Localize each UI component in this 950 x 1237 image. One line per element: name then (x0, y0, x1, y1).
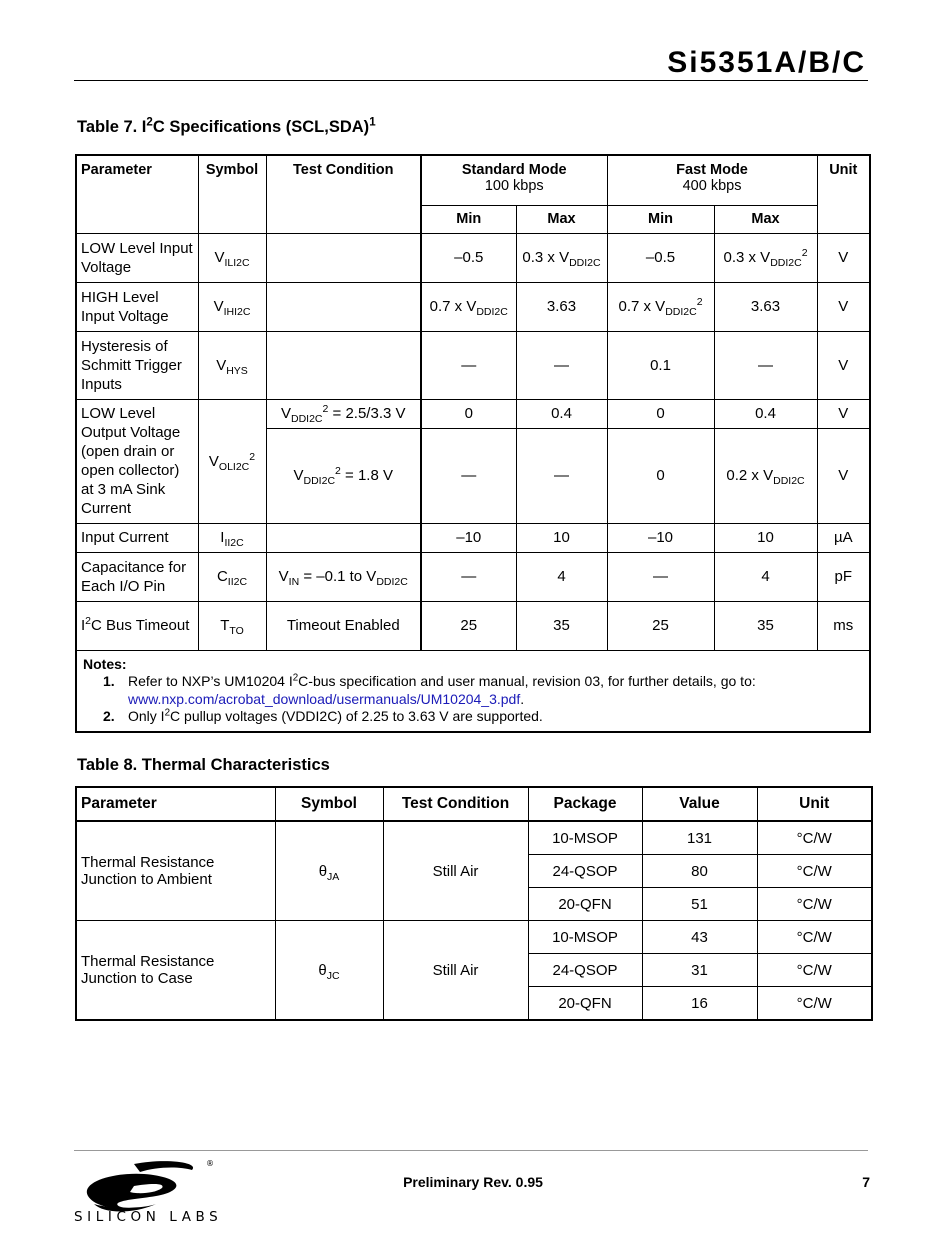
param-cell: Thermal Resistance Junction to Case (76, 921, 275, 1021)
package-cell: 10-MSOP (528, 821, 642, 855)
value-cell: 3.63 (714, 282, 817, 331)
table-row (76, 552, 870, 601)
param-cell: HIGH Level Input Voltage (76, 282, 198, 331)
value-cell: 35 (714, 601, 817, 650)
note-2: 2. Only $I^2C$ pullup voltages (VDDI2C) of 2.25 to 3.63 V are supported. (103, 707, 543, 724)
value-cell: 0 (607, 399, 714, 428)
value-cell: 0 (421, 399, 516, 428)
revision-label: Preliminary Rev. 0.95 (403, 1174, 543, 1190)
param-cell: $I^2C$ Bus Timeout (76, 601, 198, 650)
header-divider (74, 80, 868, 81)
package-cell: 10-MSOP (528, 921, 642, 954)
value-cell: — (421, 428, 516, 523)
thermal-characteristics-table (75, 786, 873, 1021)
value-cell: 4 (714, 552, 817, 601)
value-cell: 0.1 (607, 331, 714, 399)
table-row (76, 399, 870, 428)
value-cell: 10 (714, 523, 817, 552)
unit-cell: pF (817, 552, 870, 601)
condition-cell: Still Air (383, 921, 528, 1021)
value-cell: 31 (642, 954, 757, 987)
footer-divider (74, 1150, 868, 1151)
value-cell: 80 (642, 855, 757, 888)
value-cell: — (421, 331, 516, 399)
value-cell: 25 (421, 601, 516, 650)
col-header-unit: Unit (817, 155, 870, 233)
col-header-fast-min: Min (607, 205, 714, 233)
unit-cell: °C/W (757, 921, 872, 954)
value-cell: 43 (642, 921, 757, 954)
value-cell: — (607, 552, 714, 601)
col-header-symbol: Symbol (198, 155, 266, 233)
value-cell: –10 (607, 523, 714, 552)
col-header-test-condition: Test Condition (266, 155, 421, 233)
condition-cell: Timeout Enabled (266, 601, 421, 650)
param-cell: Thermal Resistance Junction to Ambient (76, 821, 275, 921)
nxp-spec-link[interactable]: www.nxp.com/acrobat_download/usermanuals/UM10204_3.pdf (128, 690, 521, 707)
unit-cell: °C/W (757, 821, 872, 855)
param-cell: Input Current (76, 523, 198, 552)
col-header-value: Value (642, 787, 757, 821)
logo-wordmark: SILICON LABS (74, 1209, 223, 1225)
table-row (76, 523, 870, 552)
unit-cell: °C/W (757, 987, 872, 1021)
col-header-parameter: Parameter (76, 155, 198, 233)
value-cell: 0.4 (516, 399, 607, 428)
condition-cell: $V_{DDI2C}^2 = 2.5/3.3$ V (266, 399, 421, 428)
unit-cell: °C/W (757, 954, 872, 987)
value-cell: 4 (516, 552, 607, 601)
value-cell: — (516, 428, 607, 523)
unit-cell: V (817, 428, 870, 523)
package-cell: 24-QSOP (528, 954, 642, 987)
symbol-cell: $\theta_{JA}$ (275, 821, 383, 921)
condition-cell (266, 331, 421, 399)
param-cell: LOW Level Input Voltage (76, 233, 198, 282)
table8-caption: Table 8. Thermal Characteristics (77, 756, 330, 774)
col-header-std-max: Max (516, 205, 607, 233)
col-header-fast-mode: Fast Mode 400 kbps (607, 155, 817, 205)
symbol-cell: $V_{OLI2C}^2$ (198, 399, 266, 523)
param-cell: Hysteresis of Schmitt Trigger Inputs (76, 331, 198, 399)
notes-title: Notes: (83, 655, 127, 672)
symbol-cell: $V_{HYS}$ (198, 331, 266, 399)
symbol-cell: $C_{II2C}$ (198, 552, 266, 601)
package-cell: 20-QFN (528, 987, 642, 1021)
value-cell: 0.7 x $V_{DDI2C}$ (421, 282, 516, 331)
notes-row (76, 650, 870, 732)
col-header-standard-mode: Standard Mode 100 kbps (421, 155, 607, 205)
unit-cell: V (817, 233, 870, 282)
table7-caption: Table 7. $I^2C$ Specifications $(SCL,SDA)^1$ (77, 116, 376, 136)
value-cell: 0.2 x $V_{DDI2C}$ (714, 428, 817, 523)
value-cell: — (421, 552, 516, 601)
col-header-package: Package (528, 787, 642, 821)
col-header-test-condition: Test Condition (383, 787, 528, 821)
note-1: 1. Refer to NXP’s UM10204 $I^2C$-bus specification and user manual, revision 03, for further details, go to: www.nxp.com/acrobat_download/usermanuals/UM10204_3.pdf. (103, 672, 756, 707)
unit-cell: V (817, 331, 870, 399)
unit-cell: ms (817, 601, 870, 650)
value-cell: 0.3 x $V_{DDI2C}^2$ (714, 233, 817, 282)
page-number: 7 (862, 1174, 870, 1190)
symbol-cell: $T_{TO}$ (198, 601, 266, 650)
table-row (76, 282, 870, 331)
symbol-cell: $V_{ILI2C}$ (198, 233, 266, 282)
unit-cell: °C/W (757, 855, 872, 888)
value-cell: –0.5 (607, 233, 714, 282)
note-number: 1. (103, 673, 115, 689)
unit-cell: µA (817, 523, 870, 552)
value-cell: 16 (642, 987, 757, 1021)
col-header-unit: Unit (757, 787, 872, 821)
param-cell: LOW Level Output Voltage (open drain or open collector) at 3 mA Sink Current (76, 399, 198, 523)
registered-mark: ® (206, 1159, 214, 1168)
value-cell: 0.3 x $V_{DDI2C}$ (516, 233, 607, 282)
package-cell: 20-QFN (528, 888, 642, 921)
condition-cell (266, 233, 421, 282)
value-cell: –10 (421, 523, 516, 552)
condition-cell: Still Air (383, 821, 528, 921)
value-cell: 0.4 (714, 399, 817, 428)
condition-cell (266, 523, 421, 552)
col-header-fast-max: Max (714, 205, 817, 233)
note-number: 2. (103, 708, 115, 724)
value-cell: 0 (607, 428, 714, 523)
condition-cell: $V_{IN} = -0.1$ to $V_{DDI2C}$ (266, 552, 421, 601)
col-header-symbol: Symbol (275, 787, 383, 821)
symbol-cell: $V_{IHI2C}$ (198, 282, 266, 331)
i2c-specifications-table (75, 154, 871, 733)
condition-cell (266, 282, 421, 331)
value-cell: 3.63 (516, 282, 607, 331)
table-row (76, 601, 870, 650)
col-header-std-min: Min (421, 205, 516, 233)
unit-cell: V (817, 399, 870, 428)
value-cell: 51 (642, 888, 757, 921)
value-cell: –0.5 (421, 233, 516, 282)
value-cell: 0.7 x $V_{DDI2C}^2$ (607, 282, 714, 331)
symbol-cell: $\theta_{JC}$ (275, 921, 383, 1021)
param-cell: Capacitance for Each I/O Pin (76, 552, 198, 601)
unit-cell: °C/W (757, 888, 872, 921)
value-cell: 35 (516, 601, 607, 650)
table-row (76, 921, 872, 954)
table-row (76, 233, 870, 282)
value-cell: — (516, 331, 607, 399)
table-notes (76, 650, 870, 732)
condition-cell: $V_{DDI2C}^2 = 1.8$ V (266, 428, 421, 523)
value-cell: 131 (642, 821, 757, 855)
value-cell: 10 (516, 523, 607, 552)
col-header-parameter: Parameter (76, 787, 275, 821)
document-title: Si5351A/B/C (667, 46, 866, 79)
value-cell: — (714, 331, 817, 399)
value-cell: 25 (607, 601, 714, 650)
symbol-cell: $I_{II2C}$ (198, 523, 266, 552)
package-cell: 24-QSOP (528, 855, 642, 888)
table-row (76, 331, 870, 399)
unit-cell: V (817, 282, 870, 331)
table-row (76, 821, 872, 855)
